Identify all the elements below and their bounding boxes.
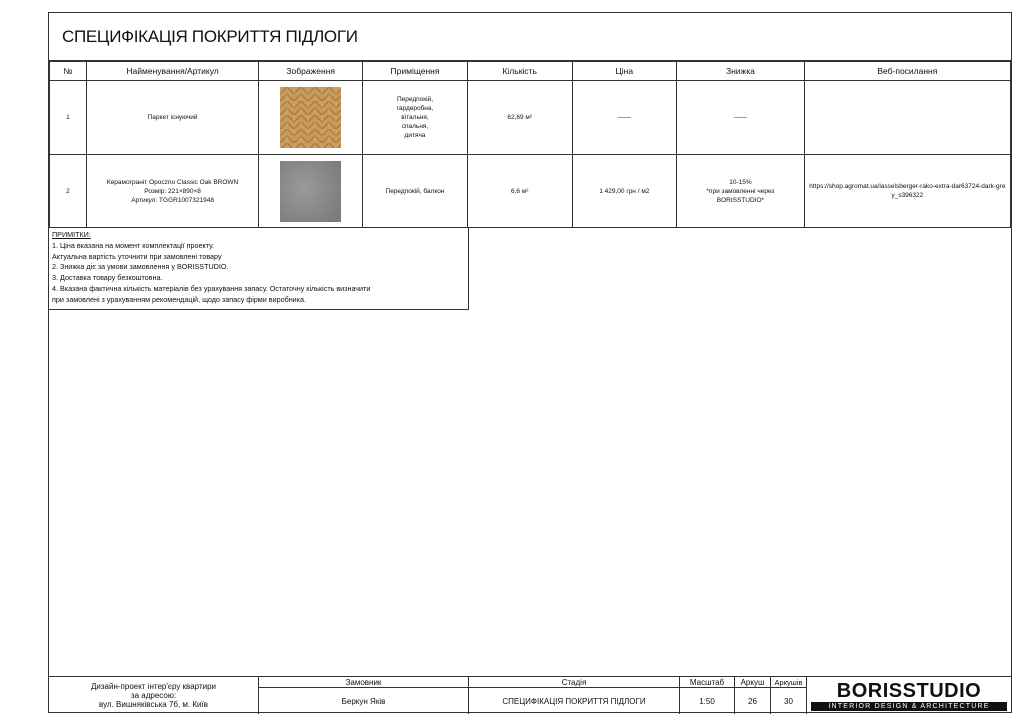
item-name: Паркет існуючий [86,81,258,155]
item-price: 1 429,00 грн / м2 [572,155,677,228]
col-header: Зображення [259,62,363,81]
item-rooms: Передпокій, балкон [363,155,468,228]
client-name: Беркун Яків [259,688,469,714]
col-header: Кількість [467,62,572,81]
stage-label: Стадія [469,677,680,688]
logo-tagline: INTERIOR DESIGN & ARCHITECTURE [811,702,1007,711]
item-link[interactable] [804,81,1010,155]
item-price: —— [572,81,677,155]
sheets-value: 30 [771,688,807,714]
stage-value: СПЕЦИФІКАЦІЯ ПОКРИТТЯ ПІДЛОГИ [469,688,680,714]
col-header: Веб-посилання [804,62,1010,81]
item-rooms: Передпокій, гардеробна, вітальня, спальня, дитяча [363,81,468,155]
herringbone-parquet-swatch-icon [280,87,341,148]
row-number: 1 [50,81,87,155]
table-row [50,81,1011,155]
item-image [259,81,363,155]
table-header-row [50,62,1011,81]
scale-label: Масштаб [680,677,735,688]
note-line: 1. Ціна вказана на момент комплектації проекту. [52,240,215,250]
item-discount: 10-15% *при замовленні через BORISSTUDIO* [677,155,805,228]
notes-block [49,228,469,310]
item-quantity: 62,69 м² [467,81,572,155]
studio-logo [807,677,1011,714]
item-image [259,155,363,228]
col-header: Ціна [572,62,677,81]
item-link[interactable]: https://shop.agromat.ua/lasselsberger-rako-extra-dar63724-dark-grey_s396322 [804,155,1010,228]
project-description: Дизайн-проект інтер'єру квартири за адресою: вул. Вишняківська 7б, м. Київ [49,677,259,714]
col-header: № [50,62,87,81]
row-number: 2 [50,155,87,228]
note-line: 2. Знижка діє за умови замовлення у BORISSTUDIO. [52,262,229,272]
note-line: при замовлені з урахуванням рекомендацій, щодо запасу фірми виробника. [52,294,306,304]
scale-value: 1:50 [680,688,735,714]
col-header: Знижка [677,62,805,81]
drawing-sheet [48,12,1012,713]
item-name: Керамограніт Opoczno Classic Oak BROWN Розмір: 221×890×8 Артикул: TGGR1007321948 [86,155,258,228]
item-discount: —— [677,81,805,155]
logo-name: BORISSTUDIO [836,679,982,702]
note-line: 3. Доставка товару безкоштовна. [52,273,163,283]
title-block [49,676,1011,713]
specification-table [49,61,1011,228]
page-title: СПЕЦИФІКАЦІЯ ПОКРИТТЯ ПІДЛОГИ [49,13,1011,61]
notes-heading: ПРИМІТКИ: [52,230,91,239]
note-line: 4. Вказана фактична кількість матеріалів без урахування запасу. Остаточну кількість визначити [52,283,371,293]
col-header: Приміщення [363,62,468,81]
table-row [50,155,1011,228]
col-header: Найменування/Артикул [86,62,258,81]
client-label: Замовник [259,677,469,688]
item-quantity: 6,6 м² [467,155,572,228]
sheet-label: Аркуш [735,677,771,688]
grey-tile-swatch-icon [280,161,341,222]
sheet-value: 26 [735,688,771,714]
sheets-label: Аркушів [771,677,807,688]
note-line: Актуальна вартість уточнити при замовлені товару [52,251,222,261]
